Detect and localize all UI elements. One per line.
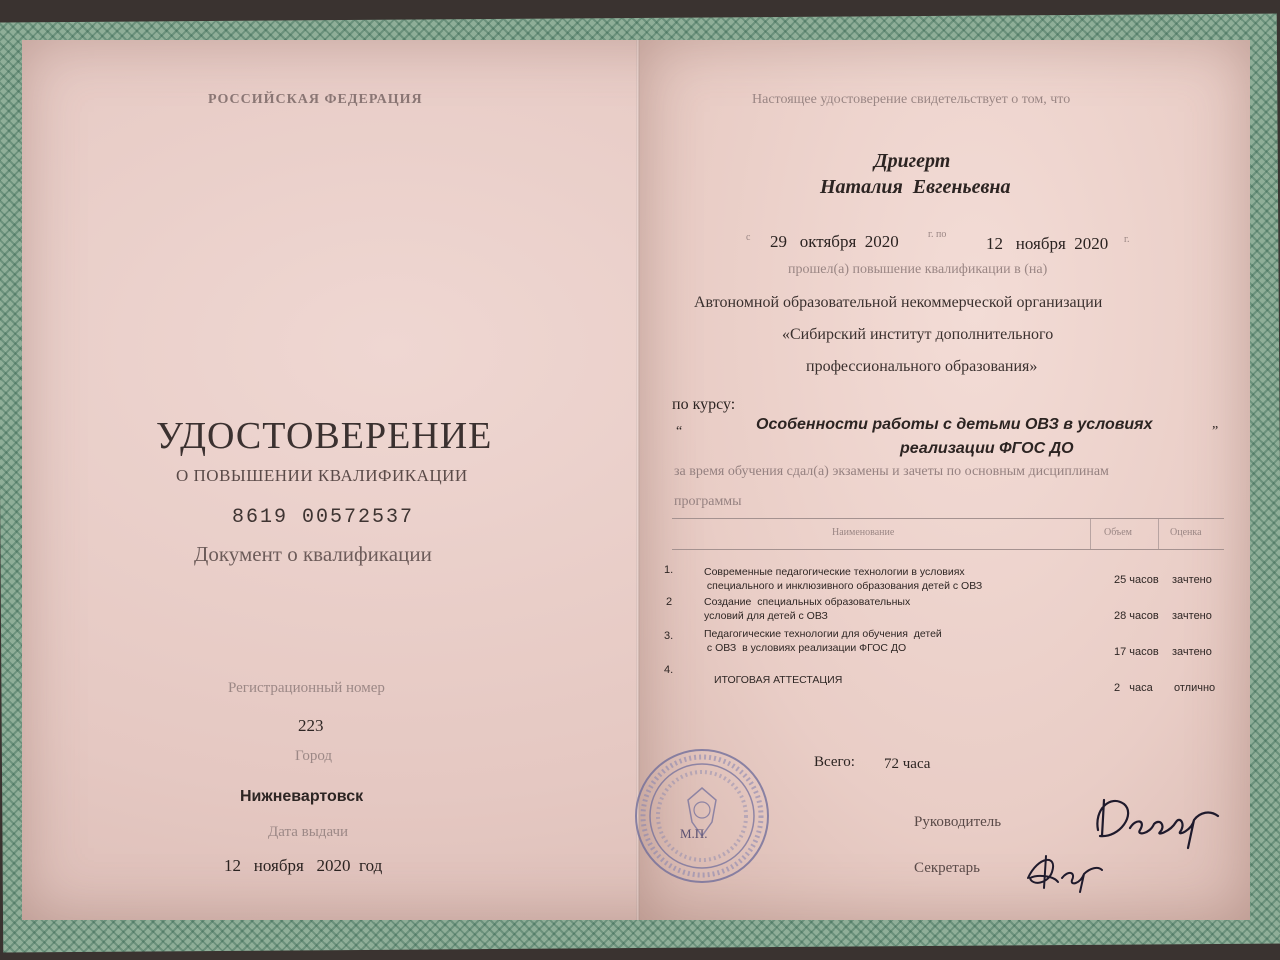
row-grade: зачтено [1172, 610, 1212, 622]
issue-date: 12 ноября 2020 год [224, 856, 383, 875]
header-divider [1090, 519, 1091, 549]
head-label: Руководитель [914, 814, 1002, 830]
holder-surname: Дригерт [874, 150, 951, 172]
row-grade: зачтено [1172, 574, 1212, 586]
certificate-subtitle: О ПОВЫШЕНИИ КВАЛИФИКАЦИИ [176, 466, 468, 485]
city-label: Город [295, 748, 333, 764]
secretary-signature [1018, 848, 1108, 894]
header-volume: Объем [1104, 527, 1132, 538]
year-suffix: г. [1124, 234, 1130, 245]
to-label: г. по [928, 229, 947, 240]
exams-text-line-2: программы [674, 494, 742, 509]
country-heading: РОССИЙСКАЯ ФЕДЕРАЦИЯ [208, 92, 423, 107]
certificate-number: 8619 00572537 [232, 506, 415, 529]
course-title-line-1: Особенности работы с детьми ОВЗ в условиях [756, 416, 1153, 433]
row-volume: 28 часов [1114, 610, 1159, 622]
table-row-name-line: условий для детей с ОВЗ [704, 610, 828, 622]
organization-line-1: Автономной образовательной некоммерческой организации [694, 294, 1103, 311]
quote-close: ” [1212, 424, 1219, 439]
date-from: 29 октября 2020 [770, 232, 899, 251]
disciplines-table-header [672, 518, 1224, 550]
quote-open: “ [676, 424, 683, 439]
head-signature [1080, 790, 1230, 850]
table-row-name-line: Педагогические технологии для обучения детей [704, 628, 942, 640]
document-type: Документ о квалификации [194, 542, 432, 566]
total-label: Всего: [814, 754, 855, 770]
row-volume: 2 часа [1114, 682, 1153, 694]
secretary-label: Секретарь [914, 860, 981, 876]
from-label: с [746, 232, 751, 243]
organization-line-3: профессионального образования» [806, 358, 1038, 375]
row-volume: 25 часов [1114, 574, 1159, 586]
issue-date-label: Дата выдачи [268, 824, 349, 840]
row-grade: отлично [1174, 682, 1216, 694]
course-label: по курсу: [672, 396, 736, 413]
organization-line-2: «Сибирский институт дополнительного [782, 326, 1054, 343]
certificate-title: УДОСТОВЕРЕНИЕ [156, 415, 493, 457]
registration-label: Регистрационный номер [228, 680, 385, 696]
date-to: 12 ноября 2020 [986, 234, 1109, 253]
row-grade: зачтено [1172, 646, 1212, 658]
course-title-line-2: реализации ФГОС ДО [900, 440, 1074, 457]
seal-label: М.П. [680, 826, 708, 841]
row-index: 3. [664, 630, 674, 642]
exams-text-line-1: за время обучения сдал(а) экзамены и зачеты по основным дисциплинам [674, 464, 1109, 479]
header-divider [1158, 519, 1159, 549]
intro-text: Настоящее удостоверение свидетельствует о том, что [752, 92, 1071, 107]
table-row-name-line: с ОВЗ в условиях реализации ФГОС ДО [704, 642, 907, 654]
row-index: 2 [666, 596, 673, 608]
total-value: 72 часа [884, 756, 931, 772]
passed-text: прошел(а) повышение квалификации в (на) [788, 262, 1048, 277]
header-grade: Оценка [1170, 527, 1202, 538]
seal-stamp [632, 746, 772, 886]
row-index: 1. [664, 564, 674, 576]
header-name: Наименование [832, 527, 895, 538]
table-row-name-line: ИТОГОВАЯ АТТЕСТАЦИЯ [714, 674, 843, 686]
row-index: 4. [664, 664, 674, 676]
city-value: Нижневартовск [240, 788, 364, 805]
registration-number: 223 [298, 716, 324, 735]
table-row-name-line: Создание специальных образовательных [704, 596, 911, 608]
table-row-name-line: специального и инклюзивного образования детей с ОВЗ [704, 580, 983, 592]
row-volume: 17 часов [1114, 646, 1159, 658]
holder-given-names: Наталия Евгеньевна [820, 176, 1011, 198]
table-row-name-line: Современные педагогические технологии в условиях [704, 566, 965, 578]
